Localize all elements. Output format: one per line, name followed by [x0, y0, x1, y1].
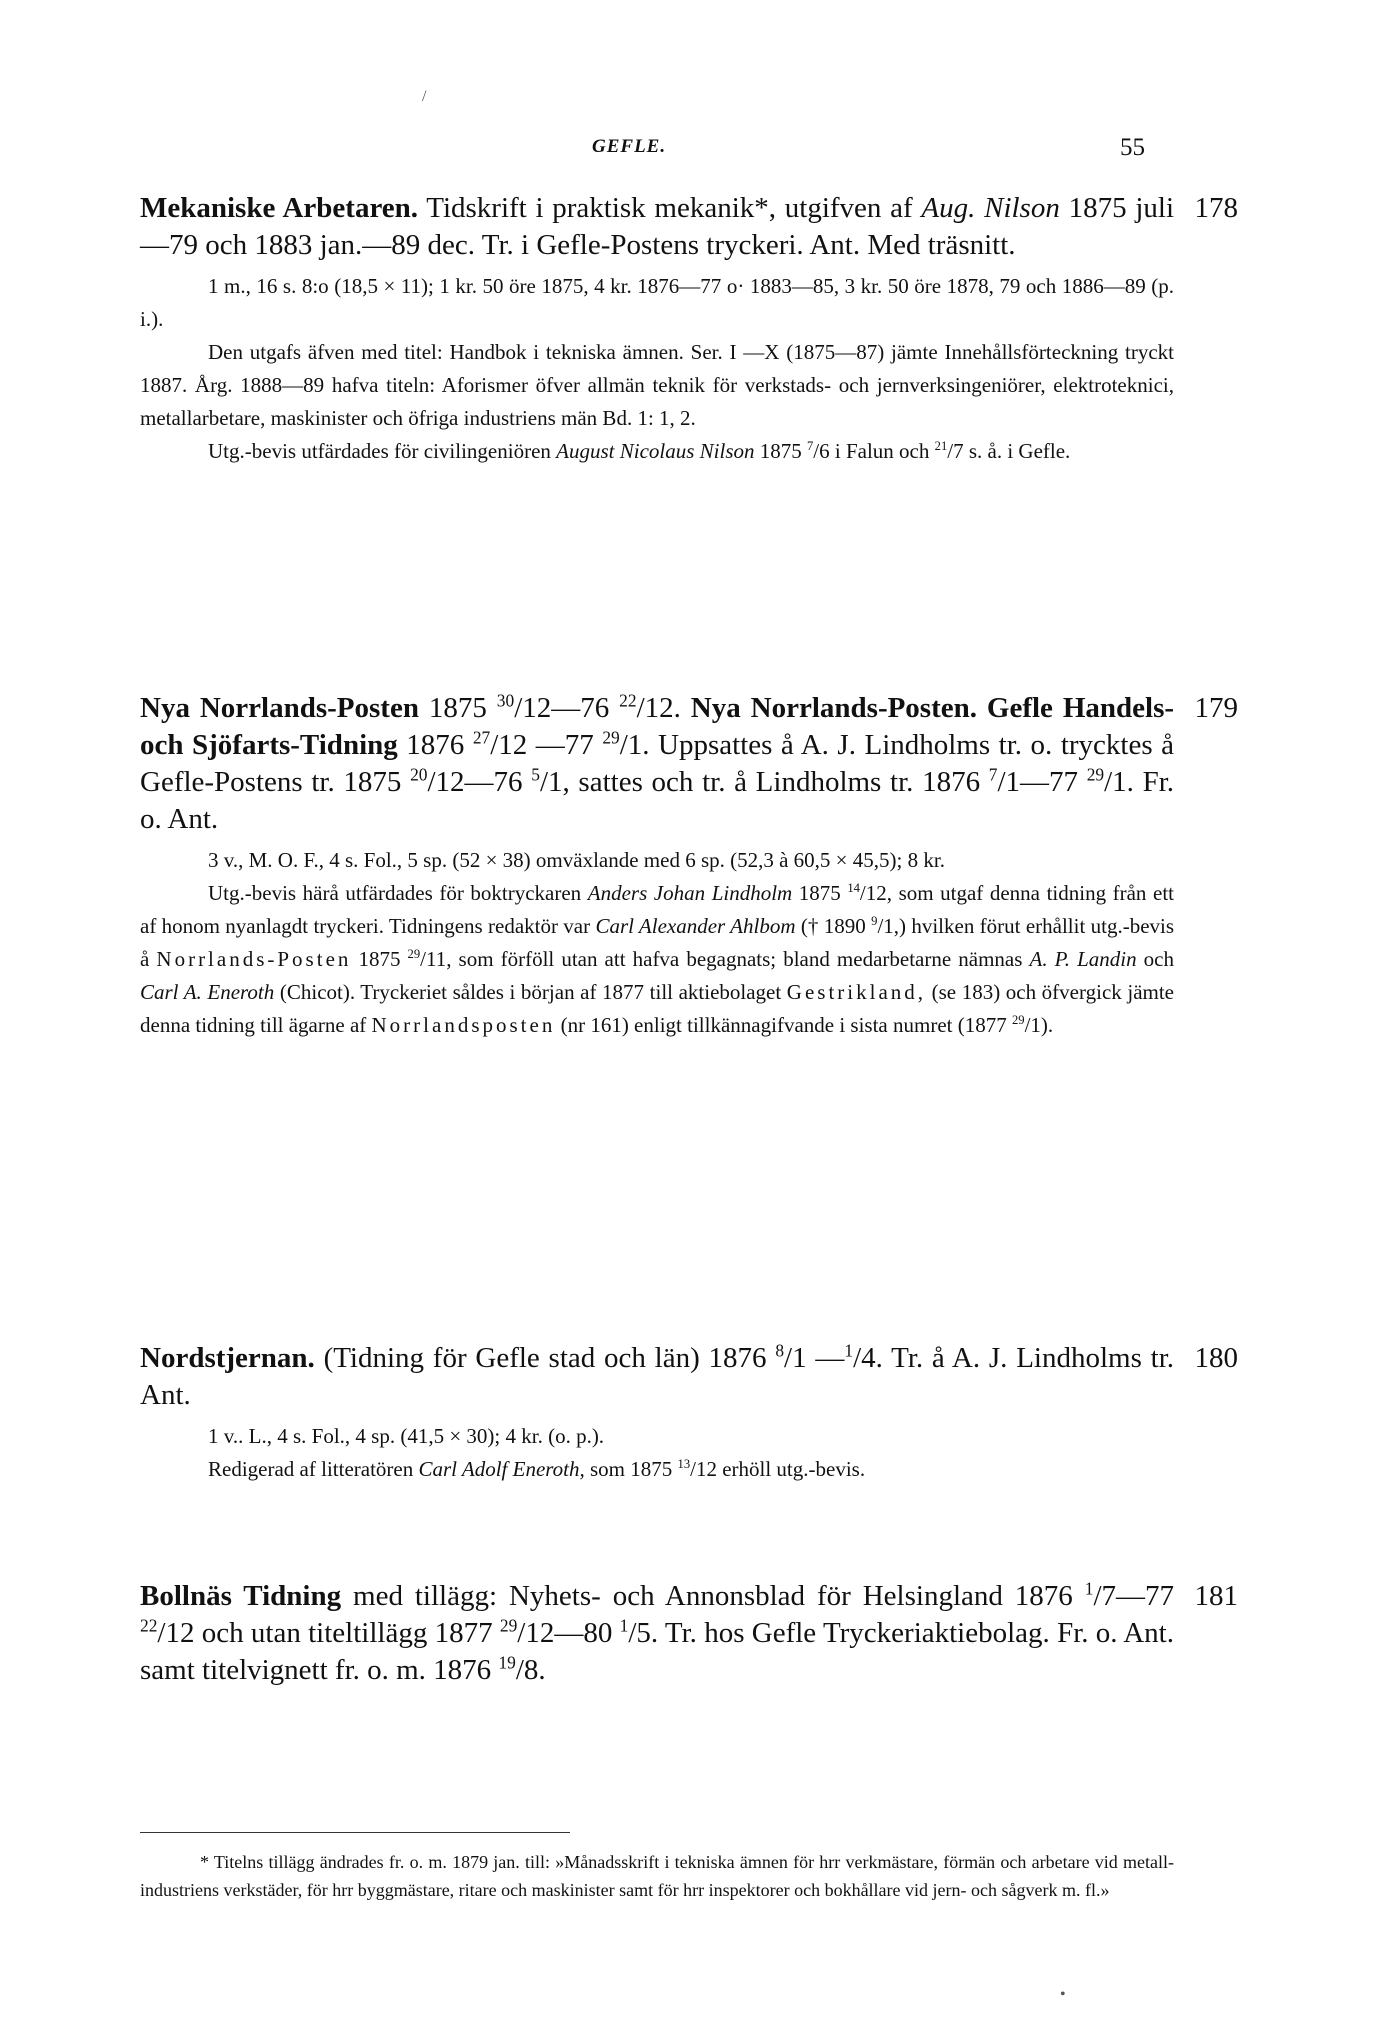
spaced-title: Norrlands-Posten [156, 947, 352, 971]
publication-title-2: Nya Norrlands-Posten. Gefle Handels- och Sjöfarts-Tidning [140, 692, 1175, 761]
entry-179 [140, 690, 1238, 1042]
entry-heading: Bollnäs Tidning med tillägg: Nyhets- och Annonsblad för Helsingland 1876 $^1$/7—77 $^{22}$/12 och utan titeltillägg 1877 $^{29}$/12—80 $^1$/5. Tr. hos Gefle Tryckeriaktiebolag. Fr. o. Ant. samt titelvignett fr. o. m. 1876 $^{19}$/8. [140, 1578, 1174, 1686]
entry-number: 181 [1194, 1580, 1238, 1612]
person-name: Carl Adolf Eneroth, [418, 1457, 585, 1481]
editor-name: Aug. Nilson [921, 192, 1060, 224]
format-line: 1 m., 16 s. 8:o (18,5 × 11); 1 kr. 50 öre 1875, 4 kr. 1876—77 o· 1883—85, 3 kr. 50 öre 1878, 79 och 1886—89 (p. i.). [140, 274, 1174, 331]
entry-heading: Nordstjernan. (Tidning för Gefle stad och län) 1876 $^8$/1 —$^1$/4. Tr. å A. J. Lindholms tr. Ant. [140, 1340, 1175, 1411]
person-name: A. P. Landin [1029, 947, 1137, 971]
entry-180 [140, 1340, 1238, 1486]
person-name: Carl A. Eneroth [140, 980, 275, 1004]
spaced-company: Gestrikland, [786, 980, 927, 1004]
publication-title: Nya Norrlands-Posten [140, 692, 419, 724]
format-line: 3 v., M. O. F., 4 s. Fol., 5 sp. (52 × 38) omväxlande med 6 sp. (52,3 à 60,5 × 45,5); 8 kr. [208, 848, 945, 872]
stray-mark-bottom: • [1060, 1986, 1066, 2003]
entry-178 [140, 190, 1238, 468]
entry-number: 178 [1194, 192, 1238, 224]
license-note: Utg.-bevis härå utfärdades för boktryckaren Anders Johan Lindholm 1875 $^{14}$/12, som utgaf denna tidning från ett af honom nyanlagdt tryckeri. Tidningens redaktör var Carl Alexander Ahlbom († 1890 $^9$/1,) hvilken förut erhållit utg.-bevis å Norrlands-Posten 1875 $^{29}$/11, som förföll utan att hafva begagnats; bland medarbetarne nämnas A. P. Landin och Carl A. Eneroth (Chicot). Tryckeriet såldes i början af 1877 till aktiebolaget Gestrikland, (se 183) och öfvergick jämte denna tidning till ägarne af Norrlandsposten (nr 161) enligt tillkännagifvande i sista numret (1877 $^{29}$/1). [140, 881, 1175, 1037]
entry-number: 179 [1194, 692, 1238, 724]
entry-number: 180 [1194, 1342, 1238, 1374]
title-note: Den utgafs äfven med titel: Handbok i tekniska ämnen. Ser. I —X (1875—87) jämte Innehållsförteckning tryckt 1887. Årg. 1888—89 hafva titeln: Aforismer öfver allmän teknik för verkstads- och jernverksingeniörer, elektroteknici, metallarbetare, maskinister och öfriga industriens män Bd. 1: 1, 2. [140, 340, 1174, 430]
spaced-title: Norrlandsposten [371, 1013, 556, 1037]
footnote: * Titelns tillägg ändrades fr. o. m. 1879 jan. till: »Månadsskrift i tekniska ämnen för hrr verkmästare, förmän och arbetare vid metall-industriens verkstäder, för hrr byggmästare, ritare och maskinister samt för hrr inspektorer och bokhållare vid jern- och sågverk m. fl.» [140, 1852, 1174, 1900]
publication-title: Bollnäs Tidning [140, 1580, 342, 1612]
footnote-rule [140, 1832, 570, 1833]
entry-heading: Mekaniske Arbetaren. Tidskrift i praktisk mekanik*, utgifven af Aug. Nilson 1875 juli—79 och 1883 jan.—89 dec. Tr. i Gefle-Postens tryckeri. Ant. Med träsnitt. [140, 192, 1174, 261]
license-note: Utg.-bevis utfärdades för civilingeniören August Nicolaus Nilson 1875 $^7$/6 i Falun och $^{21}$/7 s. å. i Gefle. [208, 439, 1071, 463]
publication-title: Mekaniske Arbetaren. [140, 192, 419, 224]
publication-title: Nordstjernan. [140, 1342, 315, 1374]
person-name: Carl Alexander Ahlbom [595, 914, 796, 938]
format-line: 1 v.. L., 4 s. Fol., 4 sp. (41,5 × 30); 4 kr. (o. p.). [208, 1424, 605, 1448]
licensee-name: August Nicolaus Nilson [556, 439, 755, 463]
running-title: GEFLE. [592, 136, 667, 157]
stray-mark-top: / [422, 88, 427, 105]
person-name: Anders Johan Lindholm [587, 881, 793, 905]
license-note: Redigerad af litteratören Carl Adolf Eneroth, som 1875 $^{13}$/12 erhöll utg.-bevis. [208, 1457, 866, 1481]
entry-heading: Nya Norrlands-Posten 1875 $^{30}$/12—76 $^{22}$/12. Nya Norrlands-Posten. Gefle Handels- och Sjöfarts-Tidning 1876 $^{27}$/12 —77 $^{29}$/1. Uppsattes å A. J. Lindholms tr. o. trycktes å Gefle-Postens tr. 1875 $^{20}$/12—76 $^5$/1, sattes och tr. å Lindholms tr. 1876 $^7$/1—77 $^{29}$/1. Fr. o. Ant. [140, 690, 1175, 835]
page-number: 55 [1120, 134, 1145, 161]
entry-181 [140, 1578, 1238, 1689]
